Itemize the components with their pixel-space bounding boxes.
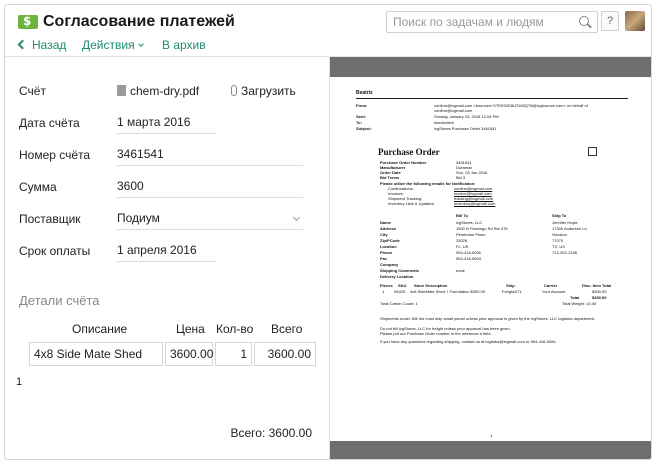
cell-total[interactable]: 3600.00 xyxy=(254,342,316,366)
avatar[interactable] xyxy=(625,11,645,31)
addr-label: Delivery Location xyxy=(380,274,414,279)
po-field-value: Duramax xyxy=(456,165,473,170)
number-label: Номер счёта xyxy=(19,148,91,162)
po-field-label: Manufacturer xyxy=(380,165,406,170)
preview-bottom-bar xyxy=(330,441,652,460)
addr-ship: Houston xyxy=(552,232,567,237)
document-preview[interactable] xyxy=(329,57,652,460)
item-cell: 1 xyxy=(382,289,385,294)
item-cell: $300.00 xyxy=(592,289,607,294)
col-total: Всего xyxy=(271,322,303,336)
amount-label: Сумма xyxy=(19,180,57,194)
item-cell: Your Account xyxy=(542,289,566,294)
addr-bill: 1500 N Flamingo Rd Ste 475 xyxy=(456,226,508,231)
addr-bill: 33028 xyxy=(456,238,468,243)
items-col: Disc. Item Total xyxy=(582,283,612,288)
addr-label: City xyxy=(380,232,388,237)
addr-ship: 77070 xyxy=(552,238,564,243)
invoice-label: Счёт xyxy=(19,84,46,98)
item-cell: Freight/LTL xyxy=(502,289,523,294)
addr-label: Name xyxy=(380,220,391,225)
invoice-form xyxy=(5,57,329,460)
po-field-value: 3461541 xyxy=(456,160,472,165)
doc-recipient: Beatriz xyxy=(356,90,373,96)
number-field[interactable]: 3461541 xyxy=(117,147,303,166)
addr-label: Address xyxy=(380,226,397,231)
col-qty: Кол-во xyxy=(216,322,254,336)
back-button[interactable]: Назад xyxy=(19,38,66,52)
document-page xyxy=(330,77,652,441)
addr-ship: TX, US xyxy=(552,244,565,249)
page-title: Согласование платежей xyxy=(43,13,235,30)
email-label: Shipment Tracking: xyxy=(388,196,423,201)
po-title: Purchase Order xyxy=(378,147,440,157)
supplier-select[interactable]: Подиум xyxy=(117,211,303,230)
item-cell: 4x8 SideMate Shed + Foundation $300.00 xyxy=(410,289,486,294)
doc-to-value: shedorders xyxy=(434,120,455,125)
doc-note: If you have any questions regarding shipping, contact us at logistics@ivgmail.com or 954-416-5006. xyxy=(380,339,557,344)
doc-sent-value: Sunday, January 03, 2016 12:04 PM xyxy=(434,114,499,119)
header xyxy=(5,5,652,57)
due-date-field[interactable]: 1 апреля 2016 xyxy=(117,243,217,262)
carton-count: Total Carton Count: 1 xyxy=(380,301,418,306)
app-window xyxy=(4,4,652,460)
addr-bill: ivgStores, LLC xyxy=(456,220,483,225)
addr-label: Phone xyxy=(380,250,393,255)
print-icon xyxy=(588,147,597,156)
items-col: Carrier xyxy=(544,283,558,288)
doc-to-label: To: xyxy=(356,120,362,125)
divider xyxy=(356,98,628,99)
chevron-left-icon xyxy=(18,40,28,50)
po-field-label: Bid Terms xyxy=(380,175,400,180)
help-button[interactable]: ? xyxy=(601,11,619,31)
po-field-value: Bid 3 xyxy=(456,175,466,180)
chevron-down-icon xyxy=(293,214,300,221)
email-link[interactable]: tracking@ivgmail.com xyxy=(454,196,494,201)
po-field-label: Order Date xyxy=(380,170,401,175)
addr-label: Company xyxy=(380,262,399,267)
doc-subject-label: Subject: xyxy=(356,126,372,131)
cell-price[interactable]: 3600.00 xyxy=(165,342,213,366)
page-number: 1 xyxy=(490,433,493,438)
paperclip-icon xyxy=(231,85,237,96)
addr-bill: none xyxy=(456,268,465,273)
addr-label: Shipping Comments xyxy=(380,268,419,273)
items-col: Ship xyxy=(506,283,515,288)
total-value: $300.00 xyxy=(592,295,607,300)
due-label: Срок оплаты xyxy=(19,244,91,258)
addr-bill: FL, US xyxy=(456,244,469,249)
email-link[interactable]: invoice@ivgmail.com xyxy=(454,191,492,196)
grand-total: Всего: 3600.00 xyxy=(230,426,312,440)
doc-note: Do not bill ivgStores, LLC for freight unless prior approval has been given. xyxy=(380,326,511,331)
row-number: 1 xyxy=(16,376,23,388)
items-col: Pieces xyxy=(380,283,393,288)
items-col: Store Description xyxy=(414,283,448,288)
bill-to-heading: Bill To xyxy=(456,213,468,218)
addr-label: Location xyxy=(380,244,397,249)
search-icon xyxy=(579,16,589,26)
ship-to-heading: Ship To xyxy=(552,213,567,218)
doc-from-value2: confirm@ivgmail.com xyxy=(434,108,473,113)
doc-note: Please put our Purchase Order number in the reference # field. xyxy=(380,331,492,336)
item-cell: 06425 xyxy=(394,289,406,294)
addr-ship: 17300 Anderson Ln xyxy=(552,226,587,231)
cell-description[interactable]: 4x8 Side Mate Shed xyxy=(29,342,163,366)
archive-button[interactable]: В архив xyxy=(162,38,206,52)
cell-qty[interactable]: 1 xyxy=(215,342,252,366)
items-col: SKU xyxy=(398,283,407,288)
supplier-label: Поставщик xyxy=(19,212,81,226)
doc-from-label: From: xyxy=(356,103,368,108)
doc-note: Shipments under 300 lbs must ship small parcel unless prior approval is given by the ivgStores, LLC logistics department. xyxy=(380,316,595,321)
upload-button[interactable]: Загрузить xyxy=(231,84,296,98)
doc-from-value: confirm@ivgmail.com <bounces+XTEE02E8LR183QT8@ivgbounce.com> on behalf of xyxy=(434,103,588,108)
po-field-value: Sun, 03 Jan 2016 xyxy=(456,170,488,175)
actions-dropdown[interactable]: Действия xyxy=(82,38,143,52)
chevron-down-icon xyxy=(138,41,144,47)
po-field-label: Purchase Order Number xyxy=(380,160,427,165)
email-label: Inventory Lists & Updates: xyxy=(388,201,435,206)
addr-ship: 713-392-1248 xyxy=(552,250,577,255)
emails-heading: Please utilize the following emails for Notification: xyxy=(380,181,476,186)
file-icon xyxy=(117,85,126,96)
total-label: Total xyxy=(570,295,580,300)
addr-ship: Jennifer Hoyle xyxy=(552,220,578,225)
addr-bill: Pembroke Pines xyxy=(456,232,486,237)
amount-field[interactable]: 3600 xyxy=(117,179,303,198)
email-link[interactable]: inventory@ivgmail.com xyxy=(454,201,496,206)
email-label: Invoices: xyxy=(388,191,404,196)
preview-top-bar xyxy=(330,57,652,77)
details-title: Детали счёта xyxy=(19,293,100,308)
total-weight: Total Weight: 10.40 xyxy=(562,301,597,306)
addr-bill: 954-416-5006 xyxy=(456,250,481,255)
doc-subject-value: ivgStores Purchase Order 3461541 xyxy=(434,126,497,131)
col-price: Цена xyxy=(176,322,205,336)
email-label: Confirmations: xyxy=(388,186,414,191)
addr-label: Fax xyxy=(380,256,387,261)
col-description: Описание xyxy=(72,322,128,336)
email-link[interactable]: confirm@ivgmail.com xyxy=(454,186,493,191)
addr-bill: 954-416-5004 xyxy=(456,256,481,261)
search-input[interactable] xyxy=(386,11,598,33)
money-icon xyxy=(18,15,38,29)
addr-label: Zip/PCode xyxy=(380,238,400,243)
invoice-file[interactable]: chem-dry.pdf xyxy=(117,84,199,98)
doc-sent-label: Sent: xyxy=(356,114,366,119)
date-label: Дата счёта xyxy=(19,116,80,130)
date-field[interactable]: 1 марта 2016 xyxy=(117,115,217,134)
